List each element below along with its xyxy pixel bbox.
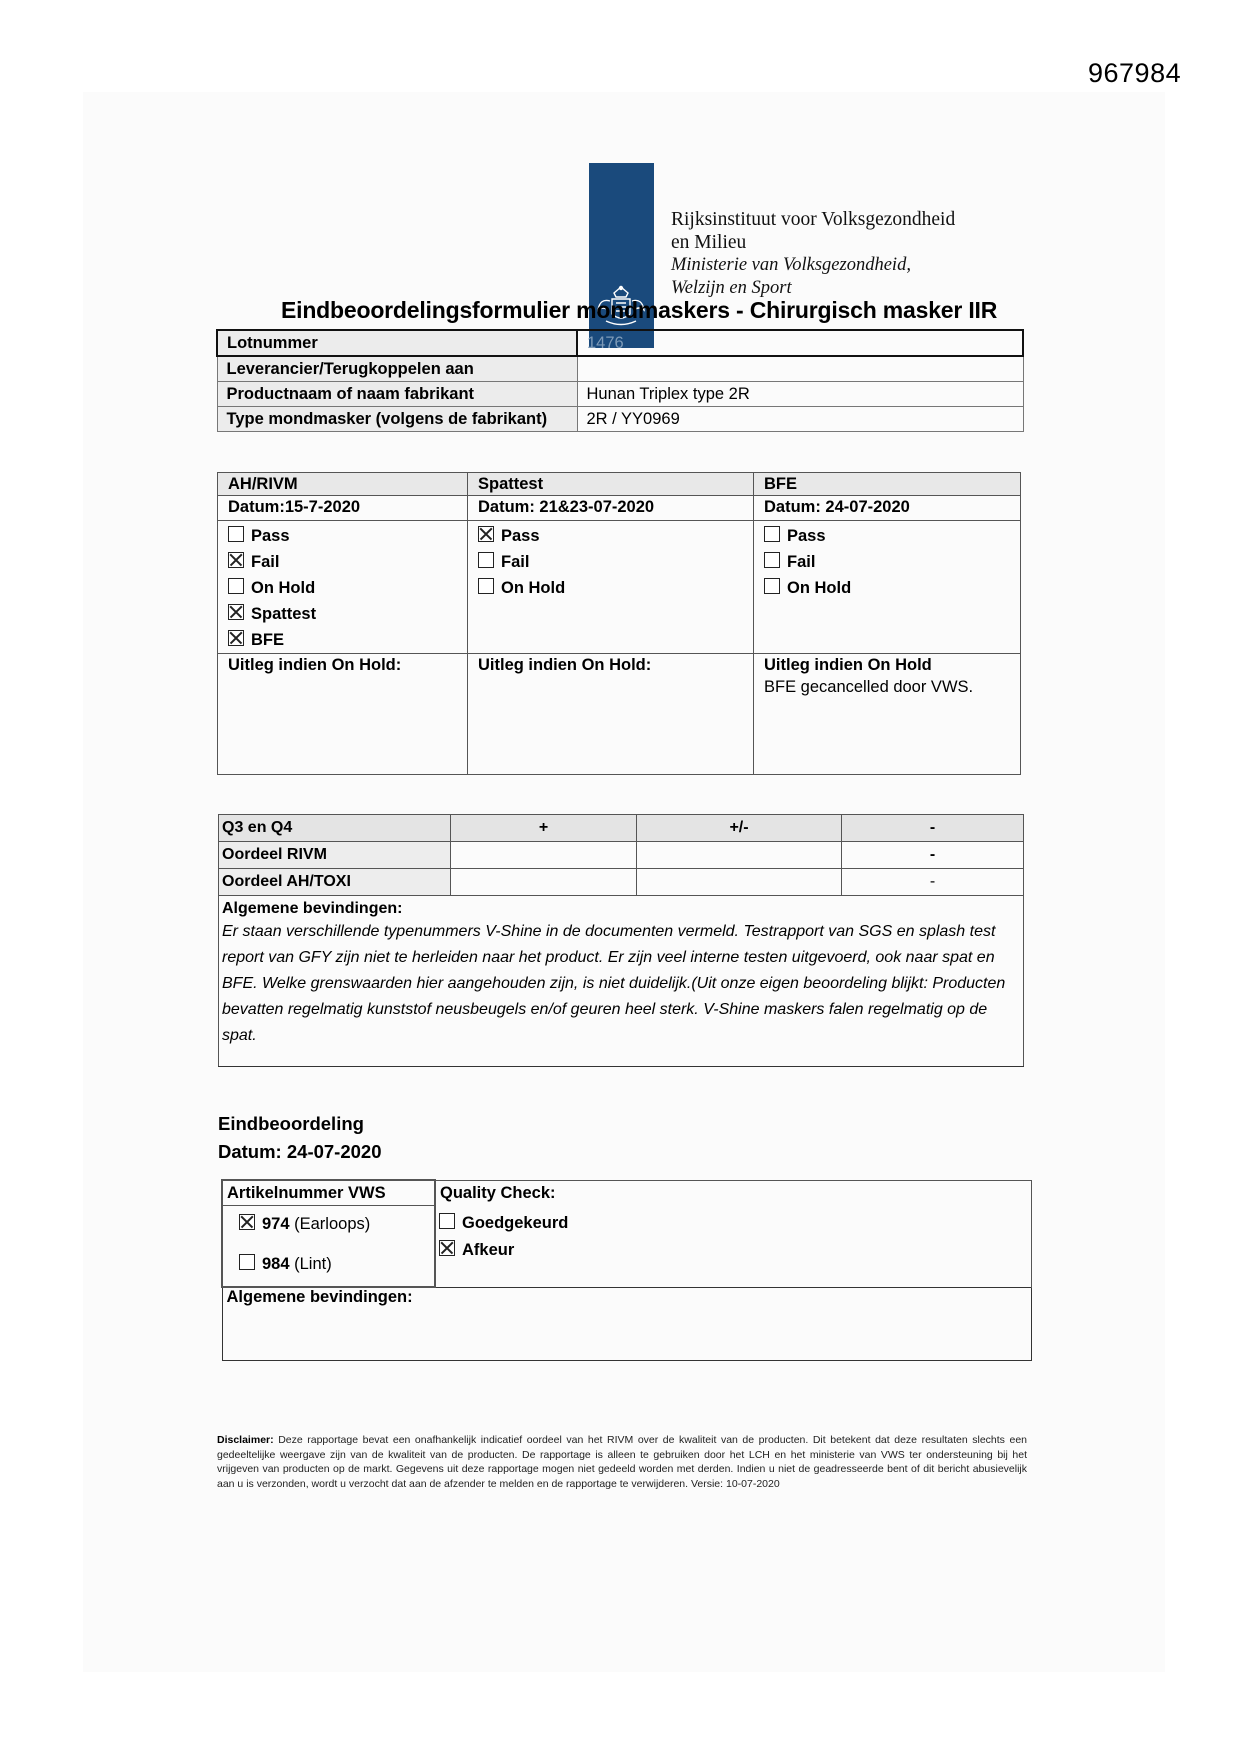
general-findings-text: Er staan verschillende typenummers V-Shine in de documenten vermeld. Testrapport van SGS en splash test report van GFY zijn niet te herleiden naar het product. Er zijn veel interne testen uitgevoerd, ook naar spat en BFE. Welke grenswaarden hier aangehouden zijn, is niet duidelijk.(Uit onze eigen beoordeling blijkt: Producten bevatten regelmatig kunststof neusbeugels en/of geuren heel sterk. V-Shine maskers falen regelmatig op de spat.	[222, 923, 1006, 1044]
checkbox-unchecked-icon	[239, 1254, 255, 1270]
checkbox-unchecked-icon	[478, 578, 494, 594]
check-label: On Hold	[251, 579, 316, 597]
spattest-date: Datum: 21&23-07-2020	[468, 496, 754, 521]
final-assessment-title: Eindbeoordeling	[218, 1113, 364, 1134]
check-label: BFE	[251, 631, 284, 649]
explanation-text: BFE gecancelled door VWS.	[764, 678, 974, 696]
check-fail[interactable]	[228, 549, 467, 575]
document-number: 967984	[1088, 58, 1182, 88]
bfe-date: Datum: 24-07-2020	[754, 496, 1021, 521]
org-line-2: en Milieu	[671, 232, 747, 253]
article-984-option[interactable]	[239, 1251, 434, 1278]
lot-number-label: Lotnummer	[217, 330, 577, 356]
plusminus-header: +/-	[637, 815, 842, 842]
quality-options	[435, 1206, 1032, 1288]
org-line-1: Rijksinstituut voor Volksgezondheid	[671, 209, 956, 230]
product-name-label: Productnaam of naam fabrikant	[217, 382, 577, 407]
quality-check-header: Quality Check:	[435, 1180, 1032, 1206]
ah-toxi-judgement-label: Oordeel AH/TOXI	[219, 869, 451, 896]
check-label: On Hold	[787, 579, 852, 597]
check-label: Pass	[501, 527, 540, 545]
general-findings-label: Algemene bevindingen:	[222, 900, 403, 917]
table-row	[218, 654, 1021, 775]
bfe-header: BFE	[754, 473, 1021, 496]
check-fail[interactable]	[478, 549, 753, 575]
ah-rivm-date: Datum:15-7-2020	[218, 496, 468, 521]
table-row	[218, 521, 1021, 654]
q3-q4-header: Q3 en Q4	[219, 815, 451, 842]
check-spattest[interactable]	[228, 601, 467, 627]
article-number: 984	[262, 1255, 290, 1273]
ah-rivm-checks	[218, 521, 468, 654]
check-pass[interactable]	[764, 523, 1020, 549]
article-options	[222, 1206, 435, 1288]
final-assessment-heading	[218, 1110, 382, 1166]
explanation-label: Uitleg indien On Hold:	[478, 656, 652, 674]
check-on-hold[interactable]	[764, 575, 1020, 601]
mask-type-label: Type mondmasker (volgens de fabrikant)	[217, 407, 577, 432]
quality-label: Goedgekeurd	[462, 1213, 569, 1232]
rivm-plus-cell	[451, 842, 637, 869]
check-bfe[interactable]	[228, 627, 467, 653]
check-pass[interactable]	[228, 523, 467, 549]
check-on-hold[interactable]	[478, 575, 753, 601]
checkbox-checked-icon	[228, 604, 244, 620]
check-pass[interactable]	[478, 523, 753, 549]
table-row	[219, 815, 1024, 842]
rivm-minus-cell: -	[842, 842, 1024, 869]
checkbox-unchecked-icon	[764, 552, 780, 568]
check-label: Pass	[251, 527, 290, 545]
explanation-label: Uitleg indien On Hold	[764, 656, 932, 674]
table-row	[222, 1180, 1032, 1206]
article-type: (Lint)	[294, 1255, 332, 1273]
checkbox-checked-icon	[239, 1214, 255, 1230]
check-label: Fail	[501, 553, 530, 571]
test-results-table	[217, 472, 1021, 775]
check-label: On Hold	[501, 579, 566, 597]
rejected-option[interactable]	[439, 1237, 1031, 1264]
minus-header: -	[842, 815, 1024, 842]
mask-type-value: 2R / YY0969	[577, 407, 1023, 432]
table-row	[222, 1287, 1032, 1361]
bfe-explanation	[754, 654, 1021, 775]
product-name-value: Hunan Triplex type 2R	[577, 382, 1023, 407]
table-row	[217, 356, 1023, 382]
checkbox-unchecked-icon	[228, 526, 244, 542]
checkbox-unchecked-icon	[764, 578, 780, 594]
final-assessment-date: Datum: 24-07-2020	[218, 1141, 382, 1162]
article-type: (Earloops)	[294, 1215, 371, 1233]
supplier-label: Leverancier/Terugkoppelen aan	[217, 356, 577, 382]
supplier-value	[577, 356, 1023, 382]
general-findings-cell	[219, 896, 1024, 1067]
ministry-heading	[671, 208, 955, 300]
check-label: Spattest	[251, 605, 317, 623]
table-row	[219, 842, 1024, 869]
quality-label: Afkeur	[462, 1240, 515, 1259]
approved-option[interactable]	[439, 1210, 1031, 1237]
checkbox-checked-icon	[439, 1240, 455, 1256]
rivm-plusminus-cell	[637, 842, 842, 869]
explanation-label: Uitleg indien On Hold:	[228, 656, 402, 674]
checkbox-checked-icon	[228, 630, 244, 646]
ah-rivm-header: AH/RIVM	[218, 473, 468, 496]
ministry-line-1: Ministerie van Volksgezondheid,	[671, 255, 911, 275]
bfe-checks	[754, 521, 1021, 654]
article-number-header: Artikelnummer VWS	[222, 1180, 435, 1206]
check-fail[interactable]	[764, 549, 1020, 575]
plus-header: +	[451, 815, 637, 842]
checkbox-checked-icon	[478, 526, 494, 542]
checkbox-unchecked-icon	[228, 578, 244, 594]
disclaimer	[217, 1433, 1027, 1491]
checkbox-checked-icon	[228, 552, 244, 568]
disclaimer-text: Deze rapportage bevat een onafhankelijk indicatief oordeel van het RIVM over de kwaliteit van de producten. Dit betekent dat deze resultaten slechts een gedeeltelijke weergave zijn van de kwaliteit van de producten. De rapportage is alleen te gebruiken door het LCH en het ministerie van VWS ter ondersteuning bij het vrijgeven van producten op de markt. Gegevens uit deze rapportage mogen niet gedeeld worden met derden. Indien u niet de geadresseerde bent of dit bericht abusievelijk aan u is verzonden, wordt u verzocht dat aan de afzender te melden en de rapportage te verwijderen. Versie: 10-07-2020	[217, 1434, 1027, 1490]
table-row	[218, 496, 1021, 521]
ah-toxi-plusminus-cell	[637, 869, 842, 896]
check-label: Fail	[787, 553, 816, 571]
checkbox-unchecked-icon	[439, 1213, 455, 1229]
check-label: Pass	[787, 527, 826, 545]
table-row	[217, 407, 1023, 432]
article-number: 974	[262, 1215, 290, 1233]
final-assessment-table	[221, 1179, 1032, 1361]
table-row	[218, 473, 1021, 496]
lot-number-value: 1476	[577, 330, 1023, 356]
spattest-header: Spattest	[468, 473, 754, 496]
form-title: Eindbeoordelingsformulier mondmaskers - Chirurgisch masker IIR	[281, 297, 998, 323]
ministry-line-2: Welzijn en Sport	[671, 278, 792, 298]
spattest-checks	[468, 521, 754, 654]
table-row	[219, 896, 1024, 1067]
check-label: Fail	[251, 553, 280, 571]
rivm-judgement-label: Oordeel RIVM	[219, 842, 451, 869]
ah-rivm-explanation	[218, 654, 468, 775]
checkbox-unchecked-icon	[478, 552, 494, 568]
checkbox-unchecked-icon	[764, 526, 780, 542]
spattest-explanation	[468, 654, 754, 775]
ah-toxi-minus-cell: -	[842, 869, 1024, 896]
table-row	[222, 1206, 1032, 1288]
product-info-table	[216, 329, 1024, 432]
check-on-hold[interactable]	[228, 575, 467, 601]
disclaimer-label: Disclaimer:	[217, 1434, 274, 1446]
judgement-table	[218, 814, 1024, 1067]
table-row	[217, 382, 1023, 407]
article-974-option[interactable]	[239, 1211, 434, 1238]
ah-toxi-plus-cell	[451, 869, 637, 896]
table-row	[219, 869, 1024, 896]
final-findings-label: Algemene bevindingen:	[222, 1287, 1032, 1361]
table-row	[217, 330, 1023, 356]
